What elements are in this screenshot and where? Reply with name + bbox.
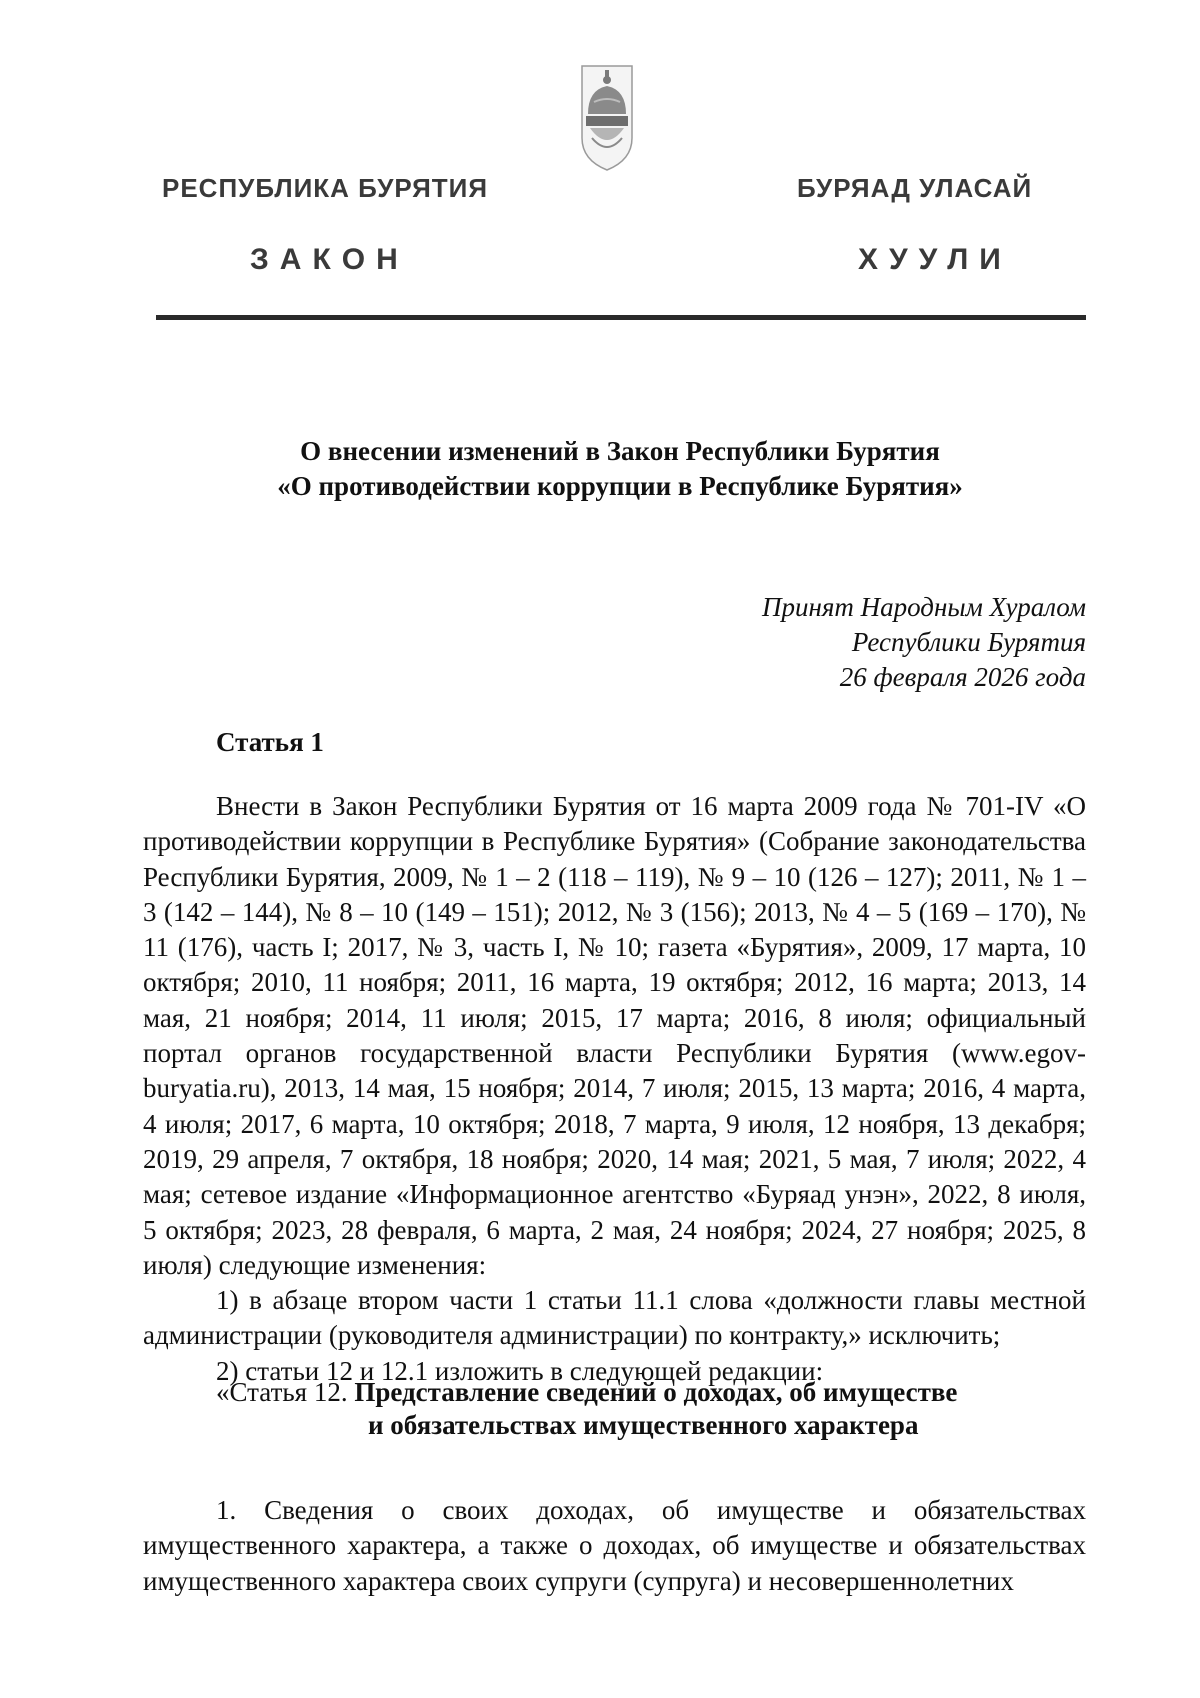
article-1-intro: Внести в Закон Республики Бурятия от 16 марта 2009 года № 701-IV «О противодействии коррупции в Республике Бурятия» (Собрание законодательства Республики Бурятия, 2009, № 1 – 2 (118 – 119), № 9 – 10 (126 – 127); 2011, № 1 – 3 (142 – 144), № 8 – 10 (149 – 151); 2012, № 3 (156); 2013, № 4 – 5 (169 – 170), № 11 (176), часть I; 2017, № 3, часть I, № 10; газета «Бурятия», 2009, 17 марта, 10 октября; 2010, 11 ноября; 2011, 16 марта, 19 октября; 2012, 16 марта; 2013, 14 мая, 21 ноября; 2014, 11 июля; 2015, 17 марта; 2016, 8 июля; официальный портал органов государственной власти Республики Бурятия (www.egov-buryatia.ru), 2013, 14 мая, 15 ноября; 2014, 7 июля; 2015, 13 марта; 2016, 4 марта, 4 июля; 2017, 6 марта, 10 октября; 2018, 7 марта, 9 июля, 12 ноября, 13 декабря; 2019, 29 апреля, 7 октября, 18 ноября; 2020, 14 мая; 2021, 5 мая, 7 июля; 2022, 4 мая; сетевое издание «Информационное агентство «Буряад унэн», 2022, 8 июля, 5 октября; 2023, 28 февраля, 6 марта, 2 мая, 24 ноября; 2024, 27 ноября; 2025, 8 июля) следующие изменения:	[143, 791, 1086, 1280]
adoption-line1: Принят Народным Хуралом	[761, 592, 1086, 622]
article-1-body	[143, 789, 1086, 1389]
article-12-title-line2: и обязательствах имущественного характера	[368, 1410, 919, 1440]
article-1-item-1: 1) в абзаце втором части 1 статьи 11.1 слова «должности главы местной администрации (руководителя администрации) по контракту,» исключить;	[143, 1285, 1086, 1351]
article-12-para-1: 1. Сведения о своих доходах, об имуществе и обязательствах имущественного характера, а также о доходах, об имуществе и обязательствах имущественного характера своих супруги (супруга) и несовершеннолетних	[143, 1495, 1086, 1596]
document-title-line1: О внесении изменений в Закон Республики Бурятия	[300, 436, 940, 466]
header-divider	[156, 315, 1086, 320]
adoption-line2: Республики Бурятия	[851, 627, 1086, 657]
header-republic-bua: БУРЯАД УЛАСАЙ	[797, 173, 1033, 203]
header-republic-ru: РЕСПУБЛИКА БУРЯТИЯ	[162, 173, 489, 203]
header-law-bua: ХУУЛИ	[858, 243, 1012, 276]
article-1-item-2: 2) статьи 12 и 12.1 изложить в следующей редакции:	[216, 1355, 824, 1386]
document-title-line2: «О противодействии коррупции в Республике Бурятия»	[277, 471, 963, 501]
adoption-date: 26 февраля 2026 года	[839, 662, 1086, 692]
article-12-title-line1: Представление сведений о доходах, об имуществе	[354, 1377, 958, 1407]
article-1-heading: Статья 1	[216, 727, 324, 757]
adoption-note	[762, 590, 1086, 695]
article-12-prefix: «Статья 12.	[216, 1377, 348, 1407]
coat-of-arms-emblem	[576, 56, 638, 174]
header-law-ru: ЗАКОН	[250, 243, 409, 276]
article-12-body	[143, 1493, 1086, 1599]
article-12-heading	[216, 1375, 957, 1410]
